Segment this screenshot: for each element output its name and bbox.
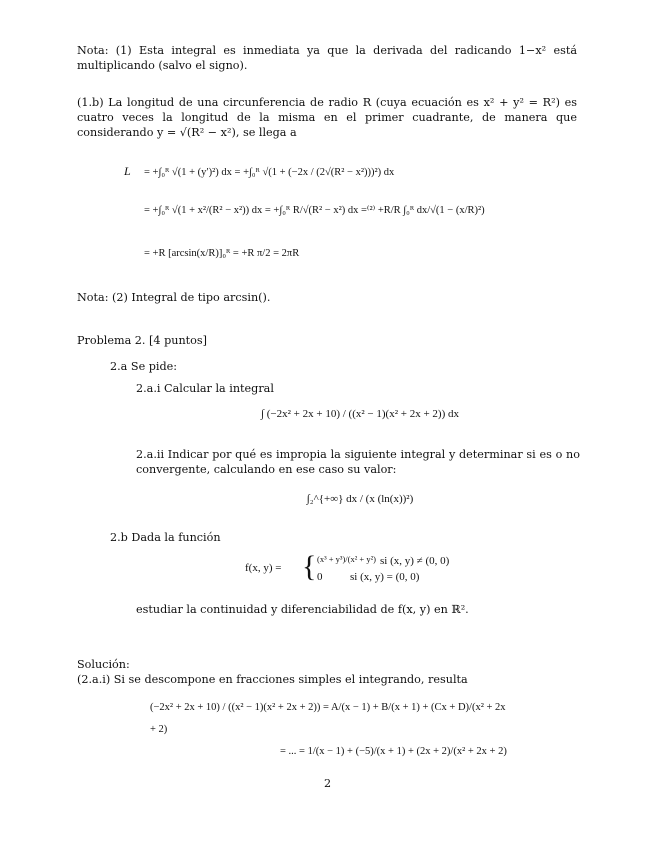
equation-2ai: [210, 407, 510, 422]
item-2a-text: 2.a Se pide:: [110, 360, 178, 373]
page-number-text: 2: [323, 777, 332, 790]
case-2-cond: si (x, y) = (0, 0): [350, 571, 420, 583]
item-2ai-text: 2.a.i Calcular la integral: [136, 382, 274, 395]
equation-2aii-text: ∫₂^{+∞} dx / (x (ln(x))²): [306, 493, 414, 505]
paragraph-1b: [77, 95, 577, 140]
solution-2ai: [77, 672, 577, 687]
eq-L-row2: = +∫₀ᴿ √(1 + x²/(R² − x²)) dx = +∫₀ᴿ R/√(R² − x²) dx =⁽²⁾ +R/R ∫₀ᴿ dx/√(1 − (x/R)²): [144, 205, 485, 216]
nota-1: [77, 43, 577, 73]
problem-heading: [77, 333, 577, 348]
eq-L-row1: = +∫₀ᴿ √(1 + (y′)²) dx = +∫₀ᴿ √(1 + (−2x / (2√(R² − x²)))²) dx: [144, 167, 395, 178]
solution-2ai-text: (2.a.i) Si se descompone en fracciones simples el integrando, resulta: [77, 673, 468, 686]
case-1-cond: si (x, y) ≠ (0, 0): [380, 555, 450, 567]
equation-solution-row1: (−2x² + 2x + 10) / ((x² − 1)(x² + 2x + 2)) = A/(x − 1) + B/(x + 1) + (Cx + D)/(x² + 2x + 2): [150, 702, 506, 735]
equation-arc-length: [120, 148, 540, 268]
solution-heading-text: Solución:: [77, 658, 130, 671]
equation-solution: [150, 697, 510, 763]
equation-2b-lhs: f(x, y) =: [245, 562, 282, 574]
case-2-expr: 0: [317, 571, 323, 583]
equation-2ai-text: ∫ (−2x² + 2x + 10) / ((x² − 1)(x² + 2x + 2)) dx: [261, 408, 459, 420]
equation-2b: [245, 552, 495, 588]
eq-L-row3: = +R [arcsin(x/R)]₀ᴿ = +R π/2 = 2πR: [144, 248, 300, 259]
nota-2-text: Nota: (2) Integral de tipo arcsin().: [77, 291, 271, 304]
item-2ai: [136, 381, 576, 396]
item-2aii-text: 2.a.ii Indicar por qué es impropia la siguiente integral y determinar si es o no convergente, calculando en ese caso su valor:: [136, 448, 580, 476]
nota-1-text: Nota: (1) Esta integral es inmediata ya que la derivada del radicando 1−x² está multiplicando (salvo el signo).: [77, 44, 577, 72]
solution-heading: [77, 657, 577, 672]
brace-icon: {: [302, 550, 317, 583]
paragraph-1b-text: (1.b) La longitud de una circunferencia de radio R (cuya ecuación es x² + y² = R²) es cuatro veces la longitud de la misma en el primer cuadrante, de manera que considerando y = √(R² − x²), se llega a: [77, 96, 577, 139]
item-2b-study-text: estudiar la continuidad y diferenciabilidad de f(x, y) en ℝ².: [136, 603, 469, 616]
page-number: [300, 776, 355, 791]
problem-heading-text: Problema 2. [4 puntos]: [77, 334, 207, 347]
item-2b: [110, 530, 570, 545]
item-2aii: [136, 447, 580, 477]
case-1-expr: (x³ + y³)/(x² + y²): [317, 554, 376, 564]
equation-solution-row2: = ... = 1/(x − 1) + (−5)/(x + 1) + (2x + 2)/(x² + 2x + 2): [280, 746, 507, 757]
eq-L-lhs: L: [124, 164, 131, 178]
item-2a: [110, 359, 570, 374]
item-2b-text-2: [136, 602, 576, 617]
equation-2aii: [260, 492, 460, 507]
nota-2: [77, 290, 577, 305]
item-2b-text: 2.b Dada la función: [110, 531, 221, 544]
